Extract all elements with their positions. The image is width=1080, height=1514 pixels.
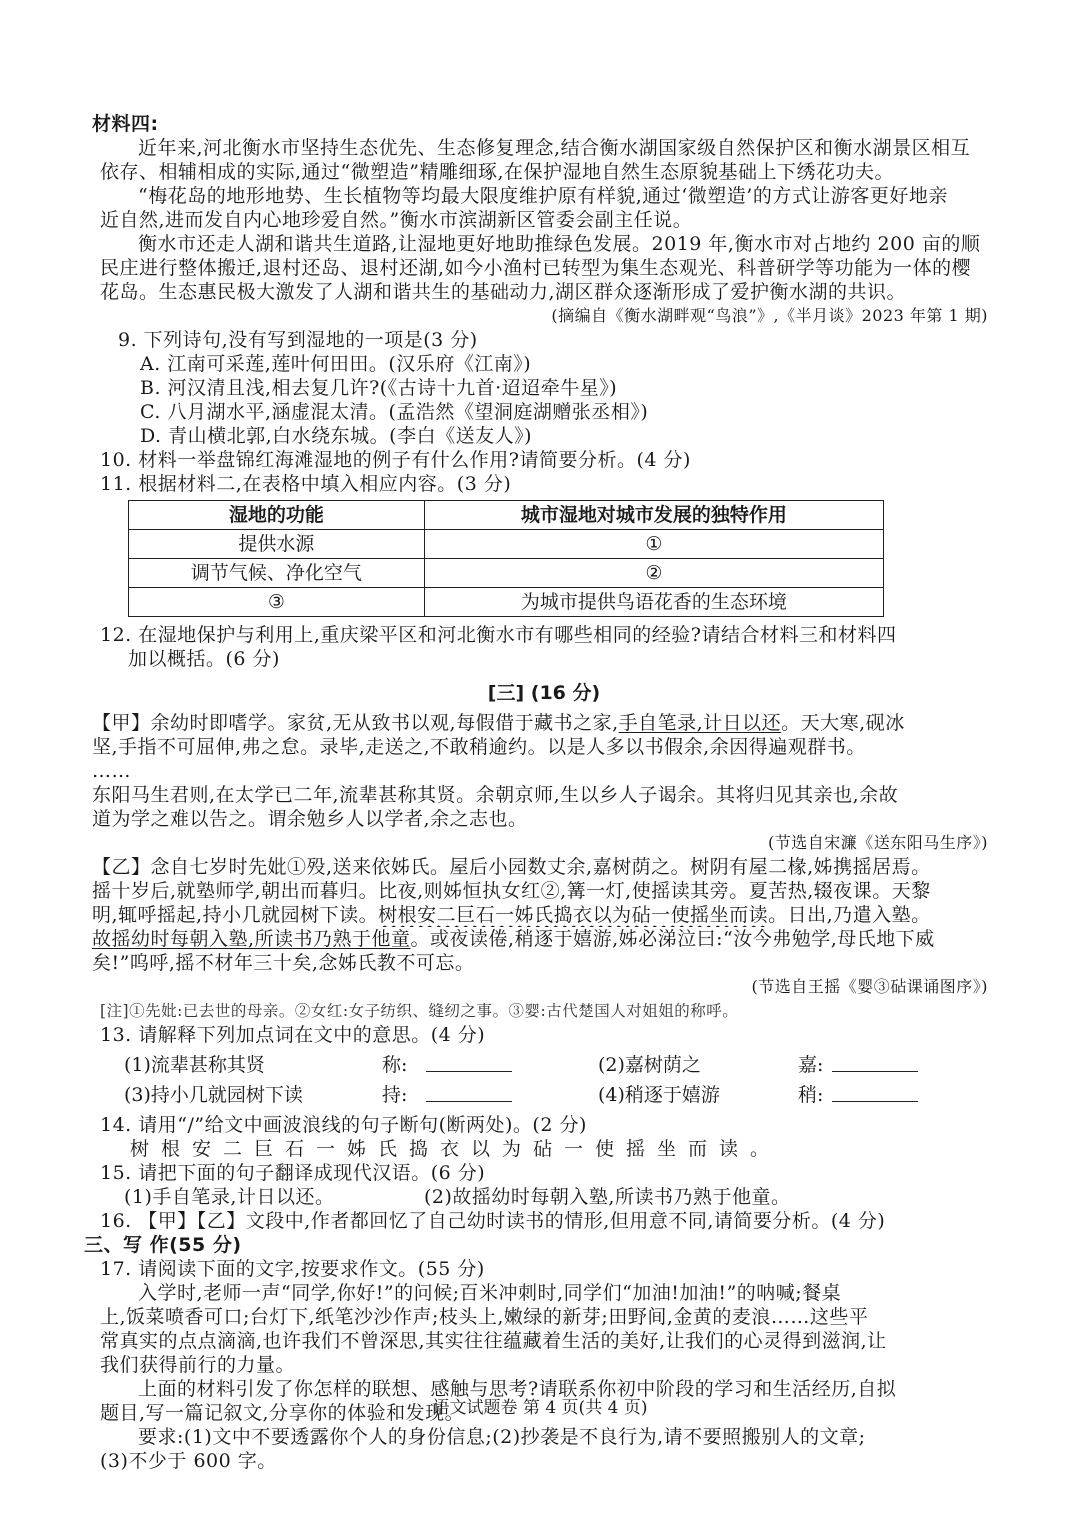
- q14-sentence: 树根安二巨石一姊氏捣衣以为砧一使摇坐而读。: [130, 1138, 782, 1160]
- q9-option-c: C. 八月湖水平,涵虚混太清。(孟浩然《望洞庭湖赠张丞相》): [140, 401, 649, 423]
- table-cell: ③: [129, 588, 425, 617]
- table-row: [129, 559, 884, 588]
- material4-paragraph: 花岛。生态惠民极大激发了人湖和谐共生的基础动力,湖区群众逐渐形成了爱护衡水湖的共识。: [100, 281, 907, 303]
- q9-stem: 9. 下列诗句,没有写到湿地的一项是(3 分): [118, 329, 478, 351]
- q12-stem: 12. 在湿地保护与利用上,重庆梁平区和河北衡水市有哪些相同的经验?请结合材料三和材料四: [100, 624, 897, 646]
- q9-option-d: D. 青山横北郭,白水绕东城。(李白《送友人》): [140, 425, 533, 447]
- passage-text: 。日出,乃遣入塾。: [768, 904, 931, 926]
- table-header: 城市湿地对城市发展的独特作用: [424, 501, 883, 530]
- part3-title: [三] (16 分): [487, 682, 601, 704]
- q9-option-a: A. 江南可采莲,莲叶何田田。(汉乐府《江南》): [140, 353, 532, 375]
- material4-heading: 材料四:: [92, 113, 159, 135]
- material4-paragraph: 民庄进行整体搬迁,退村还岛、退村还湖,如今小渔村已转型为集生态观光、科普研学等功能为一体的樱: [100, 257, 972, 279]
- q17-stem: 17. 请阅读下面的文字,按要求作文。(55 分): [100, 1258, 485, 1280]
- q9-option-b: B. 河汉清且浅,相去复几许?(《古诗十九首·迢迢牵牛星》): [140, 377, 618, 399]
- table-cell: ②: [424, 559, 883, 588]
- table-cell: ①: [424, 530, 883, 559]
- q17-material: 我们获得前行的力量。: [100, 1354, 296, 1376]
- q13-item: (4)稍逐于嬉游: [598, 1084, 720, 1106]
- q13-item: (3)持小几就园树下读: [124, 1084, 303, 1106]
- q16-stem: 16. 【甲】【乙】文段中,作者都回忆了自己幼时读书的情形,但用意不同,请简要分析。(4 分): [100, 1210, 886, 1232]
- material4-paragraph: 近年来,河北衡水市坚持生态优先、生态修复理念,结合衡水湖国家级自然保护区和衡水湖景区相互: [138, 137, 971, 159]
- passage-yi-line: [92, 903, 988, 927]
- passage-jia-source: (节选自宋濂《送东阳马生序》): [768, 833, 988, 852]
- q17-task: 题目,写一篇记叙文,分享你的体验和发现。: [100, 1402, 465, 1424]
- answer-blank[interactable]: [426, 1083, 512, 1102]
- q15-stem: 15. 请把下面的句子翻译成现代汉语。(6 分): [100, 1162, 486, 1184]
- q14-stem: 14. 请用“/”给文中画波浪线的句子断句(断两处)。(2 分): [100, 1114, 587, 1136]
- q10-stem: 10. 材料一举盘锦红海滩湿地的例子有什么作用?请简要分析。(4 分): [100, 449, 691, 471]
- material4-paragraph: “梅花岛的地形地势、生长植物等均最大限度维护原有样貌,通过‘微塑造’的方式让游客更好地亲: [138, 185, 948, 207]
- material4-source: (摘编自《衡水湖畔观“鸟浪”》,《半月谈》2023 年第 1 期): [551, 306, 988, 325]
- passage-jia-line: [92, 711, 988, 735]
- passage-text: 。或夜读倦,稍逐于嬉游,姊必涕泣曰:“汝今弗勉学,母氏地下威: [410, 928, 935, 950]
- table-cell: 为城市提供鸟语花香的生态环境: [424, 588, 883, 617]
- q13-word: 称:: [382, 1054, 408, 1076]
- material4-paragraph: 依存、相辅相成的实际,通过“微塑造”精雕细琢,在保护湿地自然生态原貌基础上下绣花功夫。: [100, 161, 895, 183]
- q15-item: (2)故摇幼时每朝入塾,所读书乃熟于他童。: [424, 1186, 791, 1208]
- wavy-underlined-sentence: 树根安二巨石一姊氏捣衣以为砧一使摇坐而读: [378, 904, 769, 926]
- table-row: [129, 588, 884, 617]
- q15-item: (1)手自笔录,计日以还。: [124, 1186, 335, 1208]
- table-cell: 调节气候、净化空气: [129, 559, 425, 588]
- passage-jia-line: 坚,手指不可屈伸,弗之怠。录毕,走送之,不敢稍逾约。以是人多以书假余,余因得遍观群书。: [92, 736, 866, 758]
- q17-material: 上,饭菜喷香可口;台灯下,纸笔沙沙作声;枝头上,嫩绿的新芽;田野间,金黄的麦浪……这些平: [100, 1306, 869, 1328]
- q13-row: [100, 1083, 988, 1107]
- table-header-row: [129, 501, 884, 530]
- q13-word: 嘉:: [798, 1054, 824, 1076]
- q11-stem: 11. 根据材料二,在表格中填入相应内容。(3 分): [100, 473, 512, 495]
- underlined-sentence: 手自笔录,计日以还: [618, 712, 782, 734]
- material4-paragraph: 衡水市还走人湖和谐共生道路,让湿地更好地助推绿色发展。2019 年,衡水市对占地约 200 亩的顺: [138, 233, 981, 255]
- material4-paragraph: 近自然,进而发自内心地珍爱自然。”衡水市滨湖新区管委会副主任说。: [100, 209, 693, 231]
- passage-yi-source: (节选自王摇《婴③砧课诵图序》): [751, 977, 988, 996]
- passage-text: 。天大寒,砚冰: [781, 712, 905, 734]
- q13-word: 稍:: [798, 1084, 824, 1106]
- answer-blank[interactable]: [832, 1053, 918, 1072]
- q17-task: 上面的材料引发了你怎样的联想、感触与思考?请联系你初中阶段的学习和生活经历,自拟: [138, 1378, 897, 1400]
- q13-item: (2)嘉树荫之: [598, 1054, 701, 1076]
- q17-material: 常真实的点点滴滴,也许我们不曾深思,其实往往蕴藏着生活的美好,让我们的心灵得到滋润,让: [100, 1330, 887, 1352]
- passage-jia-line: 道为学之难以告之。谓余勉乡人以学者,余之志也。: [92, 808, 528, 830]
- q13-item: (1)流辈甚称其贤: [124, 1054, 265, 1076]
- passage-yi-line: 矣!”呜呼,摇不材年三十矣,念姊氏教不可忘。: [92, 952, 475, 974]
- q13-stem: 13. 请解释下列加点词在文中的意思。(4 分): [100, 1024, 486, 1046]
- q15-items: [100, 1185, 988, 1209]
- answer-blank[interactable]: [832, 1083, 918, 1102]
- ellipsis: ……: [92, 760, 131, 782]
- table-cell: 提供水源: [129, 530, 425, 559]
- table-row: [129, 530, 884, 559]
- page-footer: 语文试题卷 第 4 页(共 4 页): [432, 1398, 648, 1418]
- q17-requirements: 要求:(1)文中不要透露你个人的身份信息;(2)抄袭是不良行为,请不要照搬别人的文章;: [138, 1426, 866, 1448]
- section-writing-title: 三、写 作(55 分): [84, 1234, 242, 1256]
- annotation-note: [注]①先妣:已去世的母亲。②女红:女子纺织、缝纫之事。③婴:古代楚国人对姐姐的称呼。: [100, 1002, 739, 1020]
- q11-table: [128, 500, 884, 617]
- q17-requirements: (3)不少于 600 字。: [100, 1450, 277, 1472]
- q13-word: 持:: [382, 1084, 408, 1106]
- q12-stem: 加以概括。(6 分): [128, 648, 280, 670]
- passage-yi-line: 【乙】念自七岁时先妣①殁,送来依姊氏。屋后小园数丈余,嘉树荫之。树阴有屋二椽,姊携摇居焉。: [92, 856, 931, 878]
- passage-yi-line: [92, 927, 988, 951]
- passage-text: 明,辄呼摇起,持小几就园树下读。: [92, 904, 379, 926]
- underlined-sentence: 故摇幼时每朝入塾,所读书乃熟于他童: [92, 928, 411, 950]
- passage-jia-line: 东阳马生君则,在太学已二年,流辈甚称其贤。余朝京师,生以乡人子谒余。其将归见其亲也,余故: [92, 784, 899, 806]
- table-header: 湿地的功能: [129, 501, 425, 530]
- answer-blank[interactable]: [426, 1053, 512, 1072]
- passage-text: 【甲】余幼时即嗜学。家贫,无从致书以观,每假借于藏书之家,: [92, 712, 619, 734]
- passage-yi-line: 摇十岁后,就塾师学,朝出而暮归。比夜,则姊恒执女红②,篝一灯,使摇读其旁。夏苦热,辍夜课。天黎: [92, 880, 931, 902]
- q17-material: 入学时,老师一声“同学,你好!”的问候;百米冲刺时,同学们“加油!加油!”的呐喊;餐桌: [138, 1282, 842, 1304]
- q13-row: [100, 1053, 988, 1077]
